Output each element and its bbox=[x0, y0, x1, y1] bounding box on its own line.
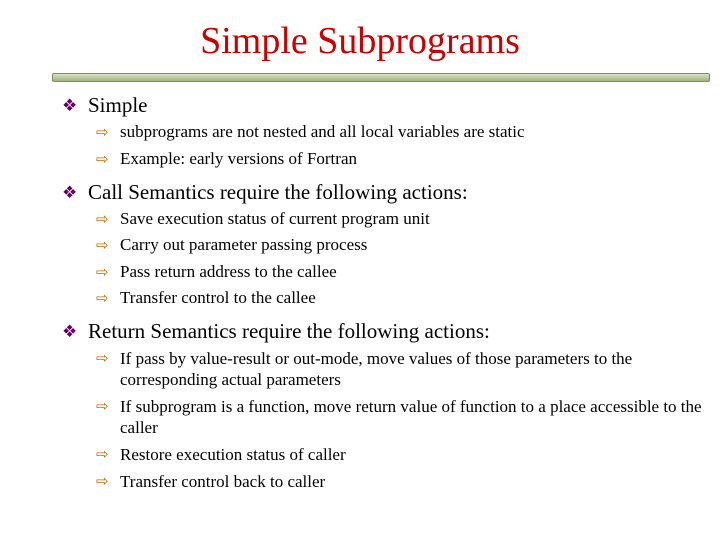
arrow-bullet-icon: ⇨ bbox=[96, 349, 109, 367]
slide-content bbox=[62, 92, 702, 498]
sub-bullet-list bbox=[62, 122, 702, 169]
arrow-bullet-icon: ⇨ bbox=[96, 123, 109, 141]
sub-bullet-item bbox=[62, 396, 702, 438]
sub-bullet-text: Save execution status of current program unit bbox=[120, 208, 430, 228]
diamond-bullet-icon: ❖ bbox=[62, 96, 78, 115]
arrow-bullet-icon: ⇨ bbox=[96, 236, 109, 254]
section-heading: Call Semantics require the following actions: bbox=[88, 179, 468, 204]
sub-bullet-item bbox=[62, 288, 702, 308]
sub-bullet-text: If pass by value-result or out-mode, move values of those parameters to the corresponding actual parameters bbox=[120, 349, 633, 389]
slide-title: Simple Subprograms bbox=[200, 20, 520, 62]
arrow-bullet-icon: ⇨ bbox=[96, 397, 109, 415]
section-heading: Simple bbox=[88, 93, 148, 117]
sub-bullet-text: Transfer control to the callee bbox=[120, 288, 316, 307]
sub-bullet-text: Carry out parameter passing process bbox=[120, 235, 368, 254]
section-return-semantics bbox=[62, 318, 702, 492]
sub-bullet-item bbox=[62, 471, 702, 492]
sub-bullet-text: Transfer control back to caller bbox=[120, 472, 326, 491]
sub-bullet-item bbox=[62, 444, 702, 465]
sub-bullet-text: subprograms are not nested and all local variables are static bbox=[120, 122, 525, 141]
title-divider-bar bbox=[52, 73, 710, 82]
section-simple bbox=[62, 92, 702, 169]
arrow-bullet-icon: ⇨ bbox=[96, 209, 109, 228]
sub-bullet-list bbox=[62, 209, 702, 309]
arrow-bullet-icon: ⇨ bbox=[96, 289, 109, 307]
arrow-bullet-icon: ⇨ bbox=[96, 472, 109, 490]
bullet-item bbox=[62, 92, 702, 118]
diamond-bullet-icon: ❖ bbox=[62, 182, 78, 202]
sub-bullet-item bbox=[62, 235, 702, 255]
arrow-bullet-icon: ⇨ bbox=[96, 149, 109, 168]
sub-bullet-item bbox=[62, 209, 702, 229]
sub-bullet-list bbox=[62, 348, 702, 492]
sub-bullet-item bbox=[62, 348, 702, 390]
section-call-semantics bbox=[62, 179, 702, 309]
bullet-item bbox=[62, 318, 702, 344]
bullet-item bbox=[62, 179, 702, 205]
sub-bullet-text: Example: early versions of Fortran bbox=[120, 148, 357, 168]
sub-bullet-text: Pass return address to the callee bbox=[120, 261, 337, 281]
arrow-bullet-icon: ⇨ bbox=[96, 445, 109, 463]
section-heading: Return Semantics require the following actions: bbox=[88, 319, 490, 343]
arrow-bullet-icon: ⇨ bbox=[96, 262, 109, 281]
sub-bullet-item bbox=[62, 149, 702, 169]
sub-bullet-item bbox=[62, 122, 702, 142]
diamond-bullet-icon: ❖ bbox=[62, 322, 78, 341]
sub-bullet-text: Restore execution status of caller bbox=[120, 445, 346, 464]
sub-bullet-item bbox=[62, 262, 702, 282]
sub-bullet-text: If subprogram is a function, move return value of function to a place accessible to the caller bbox=[120, 397, 702, 437]
